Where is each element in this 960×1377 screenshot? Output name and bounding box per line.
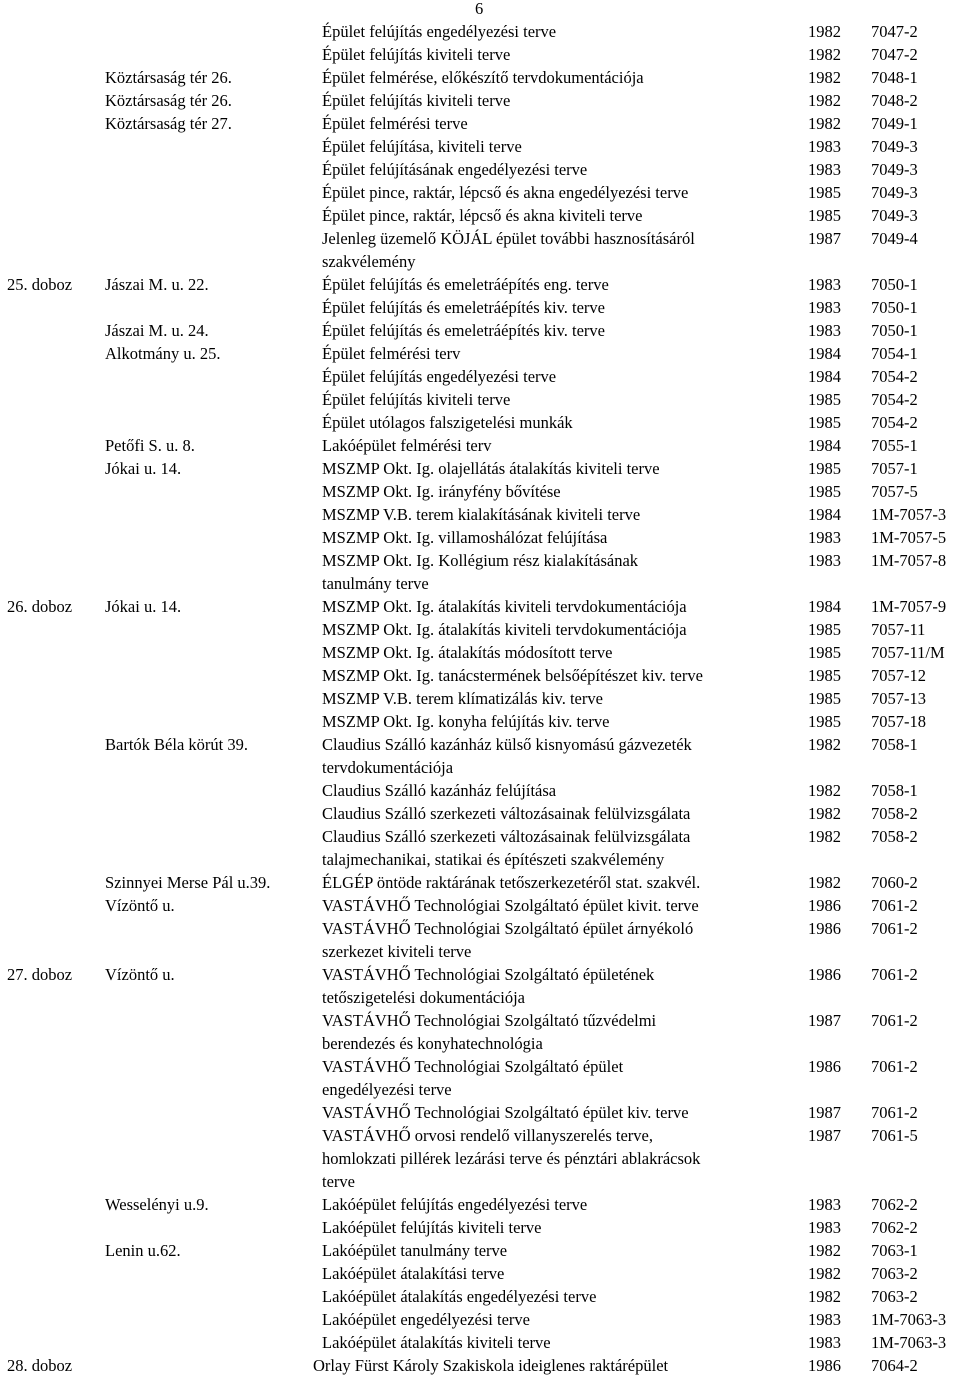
description: homlokzati pillérek lezárási terve és pénztári ablakrácsok	[322, 1149, 701, 1168]
year: 1983	[808, 160, 841, 179]
description: Jelenleg üzemelő KÖJÁL épület további hasznosításáról	[322, 229, 695, 248]
reference-number: 7057-13	[871, 689, 926, 708]
list-item	[0, 641, 960, 664]
description: MSZMP Okt. Ig. olajellátás átalakítás kiviteli terve	[322, 459, 660, 478]
inventory-list	[0, 20, 960, 1377]
description: szerkezet kiviteli terve	[322, 942, 472, 961]
description: tanulmány terve	[322, 574, 429, 593]
list-item	[0, 273, 960, 296]
address: Köztársaság tér 26.	[105, 91, 232, 110]
year: 1985	[808, 666, 841, 685]
list-item	[0, 1032, 960, 1055]
description: Épület felújítás és emeletráépítés kiv. terve	[322, 321, 605, 340]
year: 1985	[808, 643, 841, 662]
reference-number: 7057-11/M	[871, 643, 945, 662]
year: 1985	[808, 620, 841, 639]
list-item	[0, 503, 960, 526]
list-item	[0, 848, 960, 871]
description: Épület felújítás engedélyezési terve	[322, 22, 557, 41]
year: 1986	[808, 965, 841, 984]
list-item	[0, 204, 960, 227]
year: 1982	[808, 114, 841, 133]
list-item	[0, 917, 960, 940]
year: 1982	[808, 22, 841, 41]
description: Claudius Szálló szerkezeti változásainak felülvizsgálata	[322, 804, 691, 823]
description: Lakóépület felmérési terv	[322, 436, 492, 455]
year: 1982	[808, 45, 841, 64]
year: 1982	[808, 1287, 841, 1306]
description: VASTÁVHŐ Technológiai Szolgáltató épületének	[322, 965, 655, 984]
reference-number: 7063-2	[871, 1264, 918, 1283]
reference-number: 7049-3	[871, 183, 918, 202]
list-item	[0, 342, 960, 365]
list-item	[0, 365, 960, 388]
description: berendezés és konyhatechnológia	[322, 1034, 543, 1053]
address: Vízöntő u.	[105, 896, 175, 915]
list-item	[0, 733, 960, 756]
description: VASTÁVHŐ Technológiai Szolgáltató épület	[322, 1057, 624, 1076]
reference-number: 7063-1	[871, 1241, 918, 1260]
description: Épület utólagos falszigetelési munkák	[322, 413, 573, 432]
address: Lenin u.62.	[105, 1241, 181, 1260]
list-item	[0, 526, 960, 549]
list-item	[0, 825, 960, 848]
reference-number: 7057-11	[871, 620, 926, 639]
list-item	[0, 89, 960, 112]
address: Jókai u. 14.	[105, 459, 182, 478]
description: Claudius Szálló kazánház külső kisnyomású gázvezeték	[322, 735, 692, 754]
year: 1984	[808, 344, 841, 363]
description: szakvélemény	[322, 252, 416, 271]
list-item	[0, 549, 960, 572]
box-label: 27. doboz	[7, 965, 73, 984]
list-item	[0, 779, 960, 802]
reference-number: 7058-2	[871, 827, 918, 846]
description: Lakóépület tanulmány terve	[322, 1241, 508, 1260]
list-item	[0, 158, 960, 181]
description: Épület felújítás engedélyezési terve	[322, 367, 557, 386]
list-item	[0, 1101, 960, 1124]
description: Lakóépület átalakítás kiviteli terve	[322, 1333, 551, 1352]
year: 1986	[808, 1057, 841, 1076]
reference-number: 7062-2	[871, 1195, 918, 1214]
reference-number: 7057-12	[871, 666, 926, 685]
list-item	[0, 1009, 960, 1032]
reference-number: 7058-1	[871, 735, 918, 754]
address: Jászai M. u. 22.	[105, 275, 209, 294]
reference-number: 7061-2	[871, 1011, 918, 1030]
description: Épület felmérési terve	[322, 114, 468, 133]
list-item	[0, 388, 960, 411]
year: 1987	[808, 229, 841, 248]
address: Vízöntő u.	[105, 965, 175, 984]
description: Lakóépület átalakítás engedélyezési terve	[322, 1287, 597, 1306]
description: terve	[322, 1172, 355, 1191]
reference-number: 7049-1	[871, 114, 918, 133]
year: 1987	[808, 1011, 841, 1030]
description: tervdokumentációja	[322, 758, 454, 777]
description: VASTÁVHŐ orvosi rendelő villanyszerelés terve,	[322, 1126, 653, 1145]
list-item	[0, 1124, 960, 1147]
description: Épület felújítás és emeletráépítés eng. terve	[322, 275, 609, 294]
reference-number: 7047-2	[871, 22, 918, 41]
reference-number: 1M-7057-5	[871, 528, 947, 547]
reference-number: 7048-1	[871, 68, 918, 87]
description: MSZMP Okt. Ig. Kollégium rész kialakításának	[322, 551, 639, 570]
reference-number: 7049-4	[871, 229, 918, 248]
description: engedélyezési terve	[322, 1080, 452, 1099]
description: MSZMP Okt. Ig. átalakítás kiviteli tervdokumentációja	[322, 597, 687, 616]
list-item	[0, 1239, 960, 1262]
year: 1985	[808, 206, 841, 225]
description: Épület pince, raktár, lépcső és akna engedélyezési terve	[322, 183, 689, 202]
year: 1983	[808, 528, 841, 547]
reference-number: 7047-2	[871, 45, 918, 64]
description: MSZMP Okt. Ig. irányfény bővítése	[322, 482, 561, 501]
address: Köztársaság tér 27.	[105, 114, 232, 133]
list-item	[0, 1055, 960, 1078]
description: Épület felújítás és emeletráépítés kiv. terve	[322, 298, 605, 317]
year: 1983	[808, 1333, 841, 1352]
year: 1983	[808, 321, 841, 340]
list-item	[0, 756, 960, 779]
description: Épület felmérése, előkészítő tervdokumentációja	[322, 68, 644, 87]
list-item	[0, 1193, 960, 1216]
list-item	[0, 687, 960, 710]
reference-number: 7060-2	[871, 873, 918, 892]
year: 1982	[808, 68, 841, 87]
list-item	[0, 963, 960, 986]
description: Orlay Fürst Károly Szakiskola ideiglenes raktárépület	[313, 1356, 669, 1375]
list-item	[0, 66, 960, 89]
reference-number: 7061-5	[871, 1126, 918, 1145]
address: Jókai u. 14.	[105, 597, 182, 616]
reference-number: 7054-2	[871, 367, 918, 386]
list-item	[0, 296, 960, 319]
list-item	[0, 434, 960, 457]
description: ÉLGÉP öntöde raktárának tetőszerkezetéről stat. szakvél.	[322, 873, 701, 892]
reference-number: 7050-1	[871, 275, 918, 294]
list-item	[0, 595, 960, 618]
list-item	[0, 1331, 960, 1354]
year: 1982	[808, 91, 841, 110]
year: 1984	[808, 367, 841, 386]
reference-number: 7061-2	[871, 1057, 918, 1076]
year: 1982	[808, 735, 841, 754]
reference-number: 1M-7063-3	[871, 1333, 947, 1352]
description: MSZMP Okt. Ig. átalakítás kiviteli tervdokumentációja	[322, 620, 687, 639]
address: Jászai M. u. 24.	[105, 321, 209, 340]
year: 1983	[808, 275, 841, 294]
year: 1987	[808, 1126, 841, 1145]
reference-number: 7064-2	[871, 1356, 918, 1375]
reference-number: 7058-1	[871, 781, 918, 800]
address: Petőfi S. u. 8.	[105, 436, 195, 455]
reference-number: 7049-3	[871, 206, 918, 225]
description: Lakóépület engedélyezési terve	[322, 1310, 530, 1329]
description: tetőszigetelési dokumentációja	[322, 988, 525, 1007]
reference-number: 7054-2	[871, 413, 918, 432]
year: 1986	[808, 1356, 841, 1375]
year: 1985	[808, 459, 841, 478]
box-label: 25. doboz	[7, 275, 73, 294]
year: 1982	[808, 1264, 841, 1283]
year: 1985	[808, 413, 841, 432]
year: 1985	[808, 689, 841, 708]
list-item	[0, 480, 960, 503]
year: 1987	[808, 1103, 841, 1122]
year: 1982	[808, 1241, 841, 1260]
description: Lakóépület átalakítási terve	[322, 1264, 505, 1283]
list-item	[0, 1285, 960, 1308]
year: 1983	[808, 1218, 841, 1237]
box-label: 26. doboz	[7, 597, 73, 616]
year: 1983	[808, 137, 841, 156]
year: 1983	[808, 551, 841, 570]
reference-number: 7050-1	[871, 298, 918, 317]
reference-number: 7057-1	[871, 459, 918, 478]
list-item	[0, 1216, 960, 1239]
address: Alkotmány u. 25.	[105, 344, 221, 363]
description: VASTÁVHŐ Technológiai Szolgáltató épület kivit. terve	[322, 896, 699, 915]
description: Épület felújítás kiviteli terve	[322, 390, 511, 409]
year: 1982	[808, 827, 841, 846]
reference-number: 1M-7063-3	[871, 1310, 947, 1329]
address: Bartók Béla körút 39.	[105, 735, 248, 754]
year: 1986	[808, 919, 841, 938]
reference-number: 7057-18	[871, 712, 926, 731]
list-item	[0, 20, 960, 43]
description: Épület felmérési terv	[322, 344, 461, 363]
reference-number: 7054-2	[871, 390, 918, 409]
address: Köztársaság tér 26.	[105, 68, 232, 87]
year: 1986	[808, 896, 841, 915]
list-item	[0, 572, 960, 595]
list-item	[0, 1170, 960, 1193]
reference-number: 7061-2	[871, 965, 918, 984]
list-item	[0, 1078, 960, 1101]
list-item	[0, 411, 960, 434]
description: Épület felújítása, kiviteli terve	[322, 137, 522, 156]
list-item	[0, 227, 960, 250]
reference-number: 7063-2	[871, 1287, 918, 1306]
list-item	[0, 319, 960, 342]
list-item	[0, 135, 960, 158]
year: 1983	[808, 1195, 841, 1214]
reference-number: 7055-1	[871, 436, 918, 455]
list-item	[0, 894, 960, 917]
reference-number: 7050-1	[871, 321, 918, 340]
list-item	[0, 710, 960, 733]
year: 1984	[808, 597, 841, 616]
description: VASTÁVHŐ Technológiai Szolgáltató tűzvédelmi	[322, 1011, 657, 1030]
list-item	[0, 457, 960, 480]
description: Lakóépület felújítás kiviteli terve	[322, 1218, 542, 1237]
list-item	[0, 986, 960, 1009]
description: Épület pince, raktár, lépcső és akna kiviteli terve	[322, 206, 643, 225]
list-item	[0, 1262, 960, 1285]
year: 1985	[808, 390, 841, 409]
page-number: 6	[475, 0, 484, 18]
reference-number: 1M-7057-9	[871, 597, 947, 616]
description: MSZMP V.B. terem klímatizálás kiv. terve	[322, 689, 603, 708]
list-item	[0, 664, 960, 687]
address: Szinnyei Merse Pál u.39.	[105, 873, 271, 892]
description: MSZMP Okt. Ig. tanácstermének belsőépítészet kiv. terve	[322, 666, 703, 685]
box-label: 28. doboz	[7, 1356, 73, 1375]
description: MSZMP Okt. Ig. konyha felújítás kiv. terve	[322, 712, 610, 731]
reference-number: 7049-3	[871, 160, 918, 179]
year: 1985	[808, 712, 841, 731]
description: Épület felújítás kiviteli terve	[322, 45, 511, 64]
description: Épület felújítás kiviteli terve	[322, 91, 511, 110]
description: Claudius Szálló kazánház felújítása	[322, 781, 557, 800]
year: 1983	[808, 298, 841, 317]
description: Épület felújításának engedélyezési terve	[322, 160, 588, 179]
reference-number: 7061-2	[871, 1103, 918, 1122]
list-item	[0, 940, 960, 963]
description: VASTÁVHŐ Technológiai Szolgáltató épület árnyékoló	[322, 919, 694, 938]
list-item	[0, 250, 960, 273]
reference-number: 1M-7057-8	[871, 551, 947, 570]
description: talajmechanikai, statikai és építészeti szakvélemény	[322, 850, 665, 869]
list-item	[0, 871, 960, 894]
year: 1985	[808, 183, 841, 202]
list-item	[0, 618, 960, 641]
year: 1984	[808, 436, 841, 455]
reference-number: 7049-3	[871, 137, 918, 156]
reference-number: 7061-2	[871, 919, 918, 938]
description: MSZMP Okt. Ig. villamoshálózat felújítása	[322, 528, 608, 547]
reference-number: 7057-5	[871, 482, 918, 501]
list-item	[0, 181, 960, 204]
year: 1985	[808, 482, 841, 501]
reference-number: 7061-2	[871, 896, 918, 915]
reference-number: 7058-2	[871, 804, 918, 823]
description: Lakóépület felújítás engedélyezési terve	[322, 1195, 588, 1214]
reference-number: 7062-2	[871, 1218, 918, 1237]
list-item	[0, 112, 960, 135]
description: MSZMP V.B. terem kialakításának kiviteli terve	[322, 505, 641, 524]
year: 1982	[808, 781, 841, 800]
list-item	[0, 1147, 960, 1170]
reference-number: 7054-1	[871, 344, 918, 363]
list-item	[0, 1308, 960, 1331]
year: 1983	[808, 1310, 841, 1329]
description: MSZMP Okt. Ig. átalakítás módosított terve	[322, 643, 613, 662]
list-item	[0, 1354, 960, 1377]
reference-number: 1M-7057-3	[871, 505, 947, 524]
reference-number: 7048-2	[871, 91, 918, 110]
list-item	[0, 43, 960, 66]
list-item	[0, 802, 960, 825]
address: Wesselényi u.9.	[105, 1195, 209, 1214]
year: 1984	[808, 505, 841, 524]
year: 1982	[808, 804, 841, 823]
description: Claudius Szálló szerkezeti változásainak felülvizsgálata	[322, 827, 691, 846]
description: VASTÁVHŐ Technológiai Szolgáltató épület kiv. terve	[322, 1103, 689, 1122]
year: 1982	[808, 873, 841, 892]
